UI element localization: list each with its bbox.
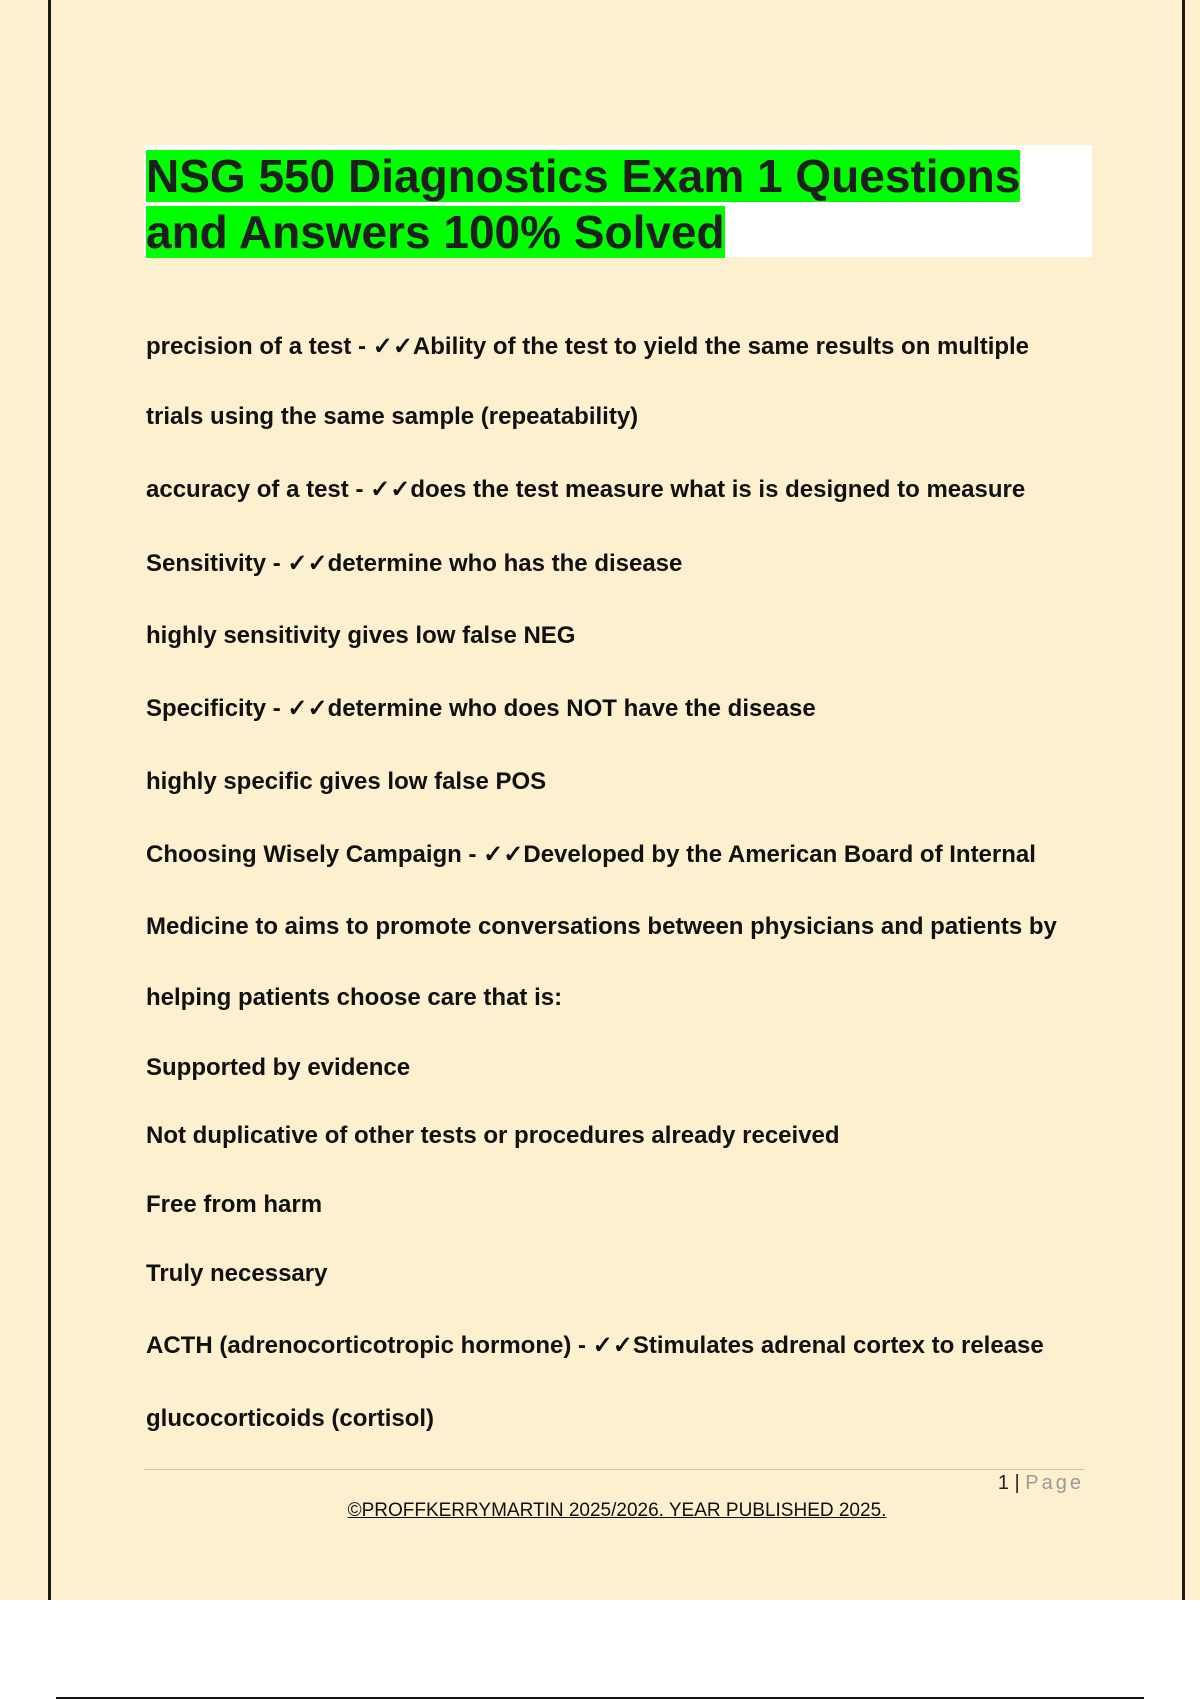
body-line: Sensitivity - ✓✓determine who has the disease — [146, 550, 683, 577]
footer-divider — [144, 1469, 1084, 1470]
page-number — [960, 1472, 1084, 1495]
body-line: Free from harm — [146, 1191, 323, 1218]
body-line: highly sensitivity gives low false NEG — [146, 622, 576, 649]
body-line: Supported by evidence — [146, 1054, 411, 1081]
body-line: accuracy of a test - ✓✓does the test measure what is is designed to measure — [146, 476, 1026, 503]
body-line: helping patients choose care that is: — [146, 984, 563, 1011]
body-line: glucocorticoids (cortisol) — [146, 1405, 435, 1432]
body-line: Specificity - ✓✓determine who does NOT have the disease — [146, 695, 816, 722]
bottom-rule — [56, 1697, 1144, 1699]
page-number-separator: | — [1014, 1472, 1020, 1494]
body-line: Not duplicative of other tests or procedures already received — [146, 1122, 840, 1149]
document-title — [146, 148, 1096, 260]
body-line: ACTH (adrenocorticotropic hormone) - ✓✓Stimulates adrenal cortex to release — [146, 1332, 1044, 1359]
page-label: Page — [1025, 1472, 1084, 1494]
body-line: Choosing Wisely Campaign - ✓✓Developed by the American Board of Internal — [146, 841, 1036, 868]
copyright-notice: ©PROFFKERRYMARTIN 2025/2026. YEAR PUBLISHED 2025. — [347, 1500, 887, 1521]
page-left-border — [48, 0, 51, 1600]
body-line: Medicine to aims to promote conversations between physicians and patients by — [146, 913, 1057, 940]
body-line: highly specific gives low false POS — [146, 768, 547, 795]
body-line: trials using the same sample (repeatability) — [146, 403, 639, 430]
body-line: Truly necessary — [146, 1260, 328, 1287]
title-highlight: NSG 550 Diagnostics Exam 1 Questions and Answers 100% Solved — [146, 150, 1021, 258]
page-number-value: 1 — [997, 1472, 1009, 1494]
body-line: precision of a test - ✓✓Ability of the test to yield the same results on multiple — [146, 333, 1030, 360]
page-right-border — [1182, 0, 1185, 1600]
